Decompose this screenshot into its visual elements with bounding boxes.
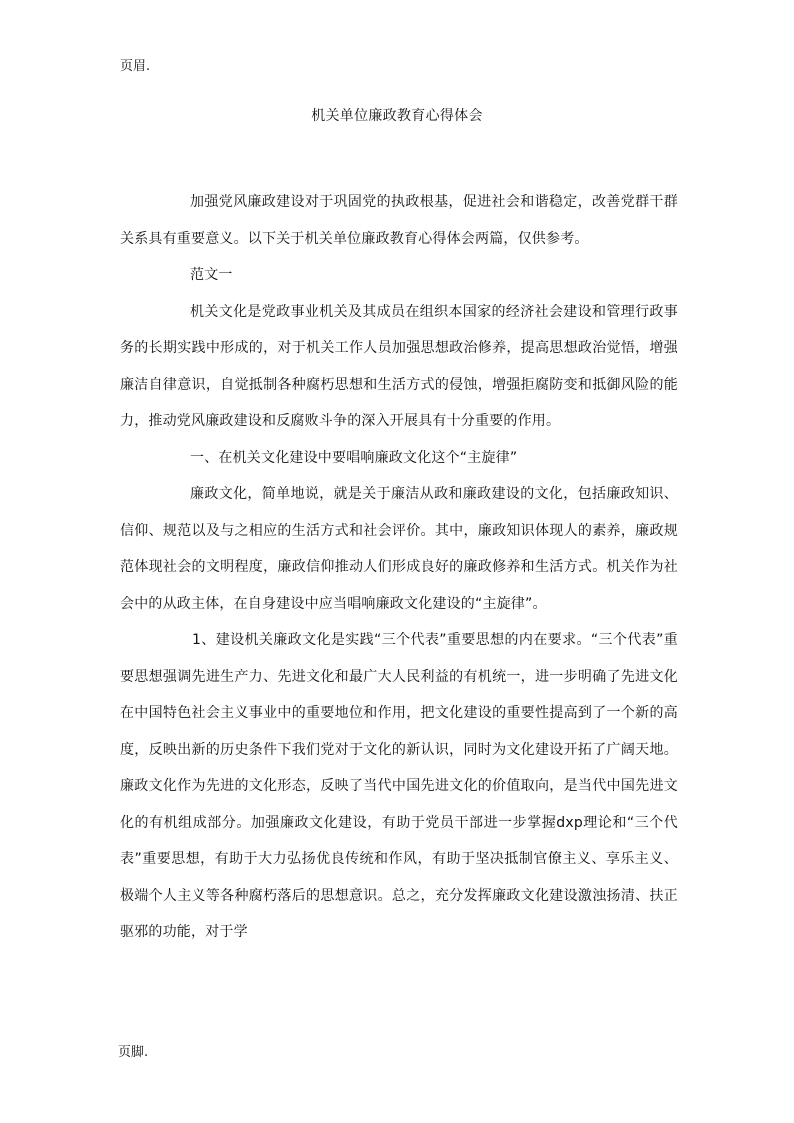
section-label-sample-one: 范文一 — [190, 267, 233, 283]
numbered-paragraph: 1、建设机关廉政文化是实践“三个代表”重要思想的内在要求。“三个代表”重要思想强调先进生产力、先进文化和最广大人民利益的有机统一，进一步明确了先进文化在中国特色社会主义事业中的重要地位和作用，把文化建设的重要性提高到了一个新的高度，反映出新的历史条件下我们党对于文化的新认识，同时为文化建设开拓了广阔天地。廉政文化作为先进的文化形态，反映了当代中国先进文化的价值取向，是当代中国先进文化的有机组成部分。加强廉政文化建设，有助于党员干部进一步掌握dxp理论和“三个代表”重要思想，有助于大力弘扬优良传统和作风，有助于坚决抵制官僚主义、享乐主义、极端个人主义等各种腐朽落后的思想意识。总之，充分发挥廉政文化建设激浊扬清、扶正驱邪的功能，对于学 — [120, 632, 678, 940]
page-footer: 页脚. — [118, 1045, 149, 1060]
section-heading: 一、在机关文化建设中要唱响廉政文化这个“主旋律” — [190, 449, 518, 466]
body-paragraph: 机关文化是党政事业机关及其成员在组织本国家的经济社会建设和管理行政事务的长期实践中形成的，对于机关工作人员加强思想政治修养，提高思想政治觉悟，增强廉洁自律意识，自觉抵制各种腐朽思想和生活方式的侵蚀，增强拒腐防变和抵御风险的能力，推动党风廉政建设和反腐败斗争的深入开展具有十分重要的作用。 — [120, 303, 678, 429]
document-body — [120, 184, 678, 951]
body-paragraph: 廉政文化，简单地说，就是关于廉洁从政和廉政建设的文化，包括廉政知识、信仰、规范以及与之相应的生活方式和社会评价。其中，廉政知识体现人的素养，廉政规范体现社会的文明程度，廉政信仰推动人们形成良好的廉政修养和生活方式。机关作为社会中的从政主体，在自身建设中应当唱响廉政文化建设的“主旋律”。 — [120, 486, 678, 612]
document-title: 机关单位廉政教育心得体会 — [311, 108, 483, 124]
intro-paragraph: 加强党风廉政建设对于巩固党的执政根基，促进社会和谐稳定，改善党群干群关系具有重要意义。以下关于机关单位廉政教育心得体会两篇，仅供参考。 — [120, 194, 678, 247]
page-header: 页眉. — [120, 59, 151, 74]
